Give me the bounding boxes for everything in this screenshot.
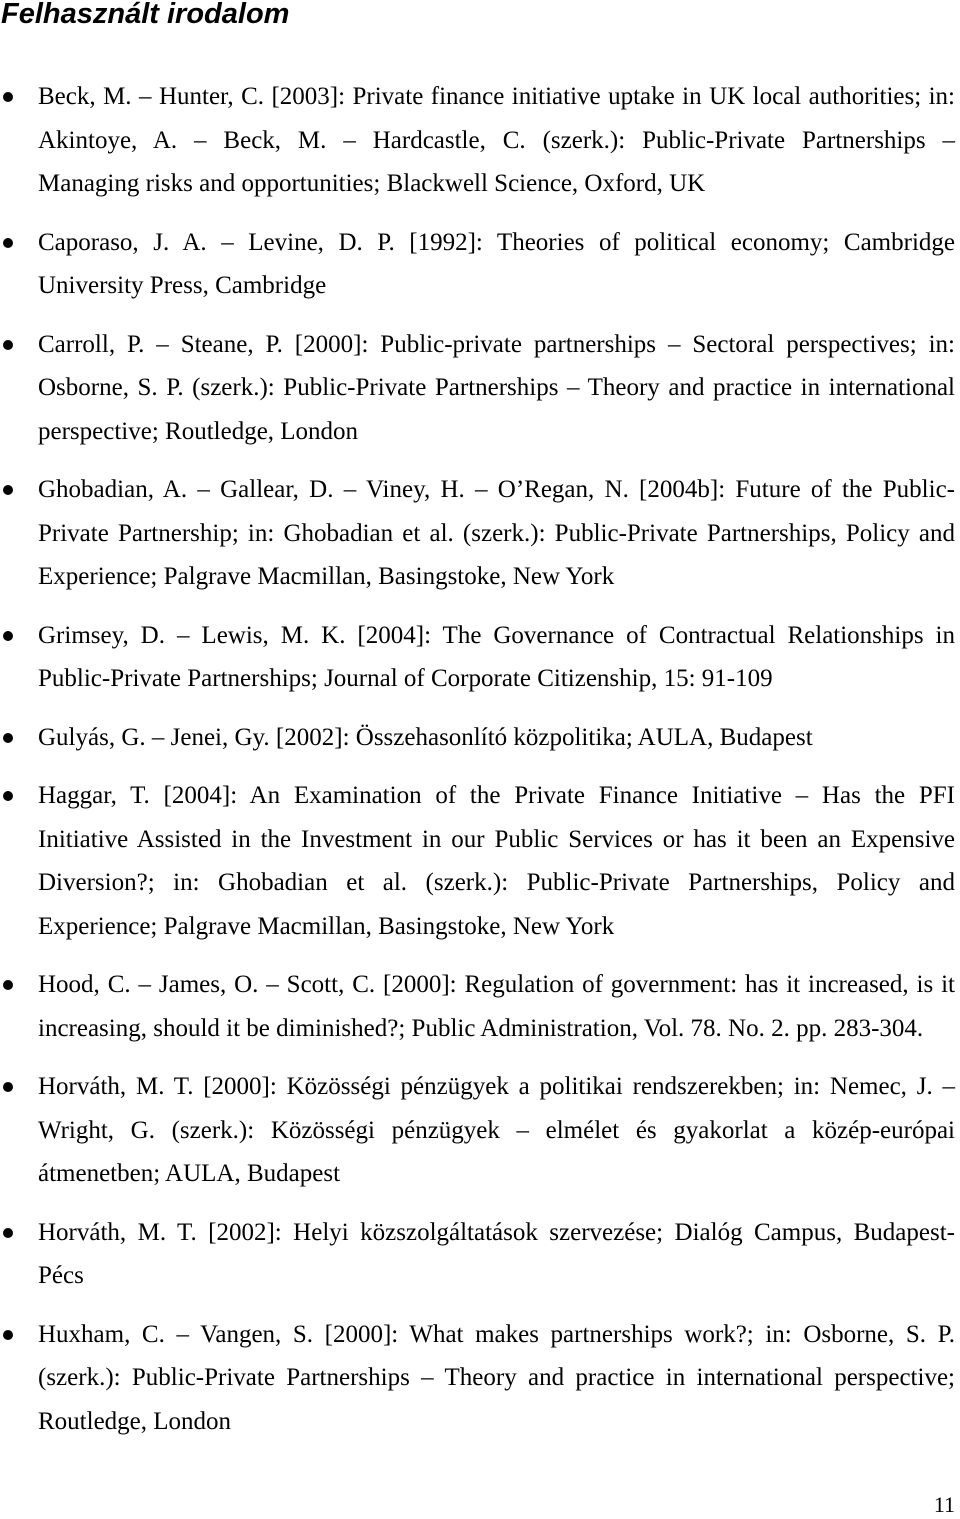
reference-entry — [0, 774, 955, 948]
reference-line: Haggar, T. [2004]: An Examination of the Private Finance Initiative – Has the PFI — [38, 782, 955, 810]
reference-entry — [0, 1313, 955, 1444]
reference-line: Caporaso, J. A. – Levine, D. P. [1992]: Theories of political economy; Cambridge — [38, 228, 955, 256]
reference-entry — [0, 468, 955, 599]
bullet — [3, 980, 13, 990]
reference-line: Hood, C. – James, O. – Scott, C. [2000]: Regulation of government: has it increased, is it — [38, 971, 955, 999]
reference-line: Carroll, P. – Steane, P. [2000]: Public-private partnerships – Sectoral perspectives; in: — [38, 330, 955, 358]
bullet — [3, 1228, 13, 1238]
reference-entry — [0, 1211, 955, 1298]
reference-line: Beck, M. – Hunter, C. [2003]: Private finance initiative uptake in UK local authorities; in: — [38, 83, 955, 111]
reference-line: Managing risks and opportunities; Blackwell Science, Oxford, UK — [38, 170, 706, 198]
reference-line: Horváth, M. T. [2002]: Helyi közszolgáltatások szervezése; Dialóg Campus, Budapest- — [38, 1218, 955, 1246]
reference-line: Public-Private Partnerships; Journal of Corporate Citizenship, 15: 91-109 — [38, 665, 773, 693]
reference-entry — [0, 614, 955, 701]
bullet — [3, 733, 13, 743]
reference-line: Horváth, M. T. [2000]: Közösségi pénzügyek a politikai rendszerekben; in: Nemec, J. – — [38, 1073, 955, 1101]
bullet — [3, 238, 13, 248]
reference-line: Ghobadian, A. – Gallear, D. – Viney, H. – O’Regan, N. [2004b]: Future of the Public- — [38, 476, 955, 504]
reference-line: Experience; Palgrave Macmillan, Basingstoke, New York — [38, 912, 615, 940]
reference-line: átmenetben; AULA, Budapest — [38, 1160, 341, 1188]
bullet — [3, 340, 13, 350]
bullet — [3, 631, 13, 641]
reference-line: Osborne, S. P. (szerk.): Public-Private Partnerships – Theory and practice in international — [38, 374, 955, 402]
page-number: 11 — [933, 1492, 955, 1517]
reference-line: perspective; Routledge, London — [38, 417, 359, 445]
reference-entry — [0, 221, 955, 308]
reference-list — [0, 75, 955, 1458]
bullet — [3, 92, 13, 102]
reference-line: Gulyás, G. – Jenei, Gy. [2002]: Összehasonlító közpolitika; AULA, Budapest — [38, 723, 813, 751]
reference-line: University Press, Cambridge — [38, 272, 327, 300]
reference-line: Private Partnership; in: Ghobadian et al. (szerk.): Public-Private Partnerships, Policy and — [38, 519, 955, 547]
bullet — [3, 1082, 13, 1092]
reference-entry — [0, 716, 955, 760]
reference-entry — [0, 1065, 955, 1196]
reference-line: Routledge, London — [38, 1407, 232, 1435]
reference-line: Diversion?; in: Ghobadian et al. (szerk.): Public-Private Partnerships, Policy and — [38, 869, 955, 897]
bullet — [3, 791, 13, 801]
reference-line: Huxham, C. – Vangen, S. [2000]: What makes partnerships work?; in: Osborne, S. P. — [38, 1320, 955, 1348]
reference-line: Grimsey, D. – Lewis, M. K. [2004]: The Governance of Contractual Relationships in — [38, 621, 955, 649]
reference-entry — [0, 323, 955, 454]
reference-line: Wright, G. (szerk.): Közösségi pénzügyek – elmélet és gyakorlat a közép-európai — [38, 1116, 955, 1144]
reference-entry — [0, 963, 955, 1050]
reference-entry — [0, 75, 955, 206]
reference-line: Initiative Assisted in the Investment in our Public Services or has it been an Expensive — [38, 825, 955, 853]
bullet — [3, 1330, 13, 1340]
reference-line: Pécs — [38, 1262, 84, 1290]
reference-line: increasing, should it be diminished?; Public Administration, Vol. 78. No. 2. pp. 283-304. — [38, 1014, 924, 1042]
reference-line: (szerk.): Public-Private Partnerships – Theory and practice in international perspective; — [38, 1364, 955, 1392]
bullet — [3, 485, 13, 495]
reference-line: Experience; Palgrave Macmillan, Basingstoke, New York — [38, 563, 615, 591]
page-title: Felhasznált irodalom — [1, 0, 290, 30]
reference-line: Akintoye, A. – Beck, M. – Hardcastle, C. (szerk.): Public-Private Partnerships – — [38, 126, 955, 154]
